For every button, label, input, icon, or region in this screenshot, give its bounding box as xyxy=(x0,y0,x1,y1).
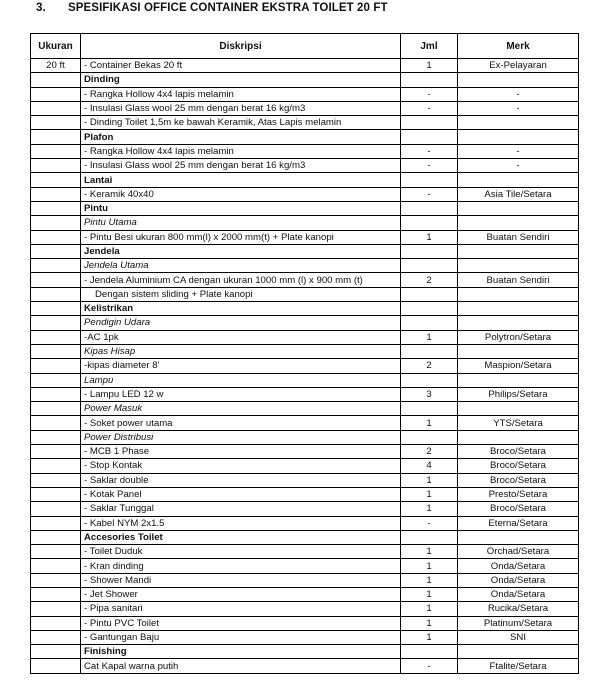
cell-brand xyxy=(458,430,579,444)
cell-size xyxy=(31,159,81,173)
table-row xyxy=(31,545,579,559)
cell-brand xyxy=(458,645,579,659)
cell-description: - Toilet Duduk xyxy=(81,545,401,559)
cell-brand: Broco/Setara xyxy=(458,445,579,459)
subsection-row xyxy=(31,373,579,387)
cell-description: - Pintu Besi ukuran 800 mm(l) x 2000 mm(t) + Plate kanopi xyxy=(81,230,401,244)
cell-quantity: - xyxy=(401,101,458,115)
cell-description: Lampu xyxy=(81,373,401,387)
cell-size xyxy=(31,602,81,616)
column-header-quantity: Jml xyxy=(401,34,458,59)
cell-brand xyxy=(458,173,579,187)
cell-quantity: 4 xyxy=(401,459,458,473)
cell-brand: Philips/Setara xyxy=(458,387,579,401)
cell-brand: Ftalite/Setara xyxy=(458,659,579,673)
cell-brand: Broco/Setara xyxy=(458,502,579,516)
cell-size xyxy=(31,659,81,673)
cell-quantity xyxy=(401,402,458,416)
subsection-row xyxy=(31,430,579,444)
cell-size xyxy=(31,187,81,201)
cell-brand xyxy=(458,73,579,87)
table-row xyxy=(31,459,579,473)
cell-brand: YTS/Setara xyxy=(458,416,579,430)
cell-quantity: 1 xyxy=(401,602,458,616)
cell-quantity: 2 xyxy=(401,445,458,459)
section-title: SPESIFIKASI OFFICE CONTAINER EKSTRA TOILET 20 FT xyxy=(68,2,388,14)
table-row xyxy=(31,287,579,301)
section-heading xyxy=(36,2,388,14)
table-body xyxy=(31,59,579,674)
table-row xyxy=(31,416,579,430)
cell-brand: Buatan Sendiri xyxy=(458,273,579,287)
cell-size xyxy=(31,230,81,244)
cell-brand xyxy=(458,116,579,130)
cell-size xyxy=(31,216,81,230)
cell-description: - MCB 1 Phase xyxy=(81,445,401,459)
cell-brand: - xyxy=(458,144,579,158)
cell-brand xyxy=(458,302,579,316)
cell-description: - Saklar Tunggal xyxy=(81,502,401,516)
cell-size xyxy=(31,616,81,630)
section-row xyxy=(31,73,579,87)
cell-size xyxy=(31,559,81,573)
cell-description: - Shower Mandi xyxy=(81,573,401,587)
cell-quantity xyxy=(401,530,458,544)
table-row xyxy=(31,59,579,73)
cell-description: Kelistrikan xyxy=(81,302,401,316)
cell-brand: - xyxy=(458,87,579,101)
table-row xyxy=(31,101,579,115)
cell-quantity xyxy=(401,645,458,659)
cell-description: - Kotak Panel xyxy=(81,487,401,501)
cell-description: Power Masuk xyxy=(81,402,401,416)
table-row xyxy=(31,387,579,401)
subsection-row xyxy=(31,344,579,358)
cell-description: - Container Bekas 20 ft xyxy=(81,59,401,73)
cell-size xyxy=(31,487,81,501)
table-row xyxy=(31,616,579,630)
cell-description: - Kran dinding xyxy=(81,559,401,573)
cell-brand: Rucika/Setara xyxy=(458,602,579,616)
cell-size xyxy=(31,302,81,316)
subsection-row xyxy=(31,216,579,230)
table-row xyxy=(31,659,579,673)
cell-quantity xyxy=(401,73,458,87)
cell-size xyxy=(31,587,81,601)
cell-quantity xyxy=(401,344,458,358)
cell-quantity: 1 xyxy=(401,545,458,559)
subsection-row xyxy=(31,402,579,416)
cell-quantity: - xyxy=(401,87,458,101)
table-row xyxy=(31,445,579,459)
cell-description: Pendigin Udara xyxy=(81,316,401,330)
cell-size xyxy=(31,359,81,373)
cell-size xyxy=(31,445,81,459)
cell-brand xyxy=(458,259,579,273)
cell-brand xyxy=(458,530,579,544)
cell-size xyxy=(31,173,81,187)
cell-brand: Polytron/Setara xyxy=(458,330,579,344)
cell-description: - Keramik 40x40 xyxy=(81,187,401,201)
cell-brand xyxy=(458,130,579,144)
cell-quantity xyxy=(401,130,458,144)
cell-description: - Soket power utama xyxy=(81,416,401,430)
cell-brand xyxy=(458,316,579,330)
cell-brand: Broco/Setara xyxy=(458,459,579,473)
table-row xyxy=(31,273,579,287)
cell-brand: - xyxy=(458,101,579,115)
cell-description: - Lampu LED 12 w xyxy=(81,387,401,401)
cell-quantity: 1 xyxy=(401,330,458,344)
section-row xyxy=(31,130,579,144)
cell-size xyxy=(31,130,81,144)
table-row xyxy=(31,487,579,501)
cell-brand: Onda/Setara xyxy=(458,587,579,601)
cell-description: Plafon xyxy=(81,130,401,144)
cell-size: 20 ft xyxy=(31,59,81,73)
cell-description: -kipas diameter 8' xyxy=(81,359,401,373)
cell-brand xyxy=(458,201,579,215)
cell-brand: Maspion/Setara xyxy=(458,359,579,373)
cell-quantity xyxy=(401,287,458,301)
cell-size xyxy=(31,473,81,487)
cell-description: Power Distribusi xyxy=(81,430,401,444)
cell-quantity: - xyxy=(401,516,458,530)
cell-brand: Onda/Setara xyxy=(458,573,579,587)
cell-description: - Dinding Toilet 1,5m ke bawah Keramik, Atas Lapis melamin xyxy=(81,116,401,130)
cell-description: - Jendela Aluminium CA dengan ukuran 1000 mm (l) x 900 mm (t) xyxy=(81,273,401,287)
table-row xyxy=(31,630,579,644)
cell-size xyxy=(31,101,81,115)
cell-quantity: 1 xyxy=(401,473,458,487)
section-row xyxy=(31,244,579,258)
cell-description: Cat Kapal warna putih xyxy=(81,659,401,673)
cell-size xyxy=(31,530,81,544)
cell-size xyxy=(31,502,81,516)
cell-size xyxy=(31,273,81,287)
cell-size xyxy=(31,259,81,273)
cell-brand: Onda/Setara xyxy=(458,559,579,573)
cell-size xyxy=(31,387,81,401)
table-row xyxy=(31,330,579,344)
cell-quantity: 1 xyxy=(401,573,458,587)
cell-brand: Broco/Setara xyxy=(458,473,579,487)
cell-brand xyxy=(458,402,579,416)
cell-quantity xyxy=(401,244,458,258)
cell-quantity: 1 xyxy=(401,230,458,244)
cell-quantity xyxy=(401,430,458,444)
specification-table xyxy=(30,33,579,674)
cell-quantity: - xyxy=(401,159,458,173)
cell-description: - Insulasi Glass wool 25 mm dengan berat 16 kg/m3 xyxy=(81,159,401,173)
section-row xyxy=(31,201,579,215)
cell-quantity: 1 xyxy=(401,587,458,601)
table-row xyxy=(31,516,579,530)
subsection-row xyxy=(31,316,579,330)
cell-quantity: 1 xyxy=(401,630,458,644)
section-row xyxy=(31,645,579,659)
cell-size xyxy=(31,373,81,387)
cell-description: - Insulasi Glass wool 25 mm dengan berat 16 kg/m3 xyxy=(81,101,401,115)
table-row xyxy=(31,87,579,101)
cell-size xyxy=(31,430,81,444)
cell-quantity: 1 xyxy=(401,59,458,73)
cell-description: Kipas Hisap xyxy=(81,344,401,358)
cell-quantity: - xyxy=(401,187,458,201)
cell-quantity: 2 xyxy=(401,273,458,287)
cell-size xyxy=(31,87,81,101)
cell-description: Dengan sistem sliding + Plate kanopi xyxy=(81,287,401,301)
cell-brand xyxy=(458,344,579,358)
cell-size xyxy=(31,144,81,158)
cell-brand: Presto/Setara xyxy=(458,487,579,501)
table-row xyxy=(31,230,579,244)
cell-quantity: 1 xyxy=(401,416,458,430)
cell-quantity xyxy=(401,302,458,316)
section-row xyxy=(31,302,579,316)
cell-description: - Rangka Hollow 4x4 lapis melamin xyxy=(81,144,401,158)
cell-description: - Gantungan Baju xyxy=(81,630,401,644)
cell-quantity: - xyxy=(401,659,458,673)
table-row xyxy=(31,116,579,130)
cell-brand: Buatan Sendiri xyxy=(458,230,579,244)
cell-description: -AC 1pk xyxy=(81,330,401,344)
table-row xyxy=(31,144,579,158)
cell-quantity xyxy=(401,259,458,273)
cell-brand: Eterna/Setara xyxy=(458,516,579,530)
cell-description: Jendela Utama xyxy=(81,259,401,273)
table-row xyxy=(31,187,579,201)
cell-quantity: 2 xyxy=(401,359,458,373)
table-row xyxy=(31,359,579,373)
cell-description: - Jet Shower xyxy=(81,587,401,601)
table-row xyxy=(31,473,579,487)
cell-description: Pintu Utama xyxy=(81,216,401,230)
cell-description: Jendela xyxy=(81,244,401,258)
cell-size xyxy=(31,630,81,644)
table-row xyxy=(31,559,579,573)
table-row xyxy=(31,159,579,173)
cell-size xyxy=(31,73,81,87)
cell-size xyxy=(31,330,81,344)
cell-brand xyxy=(458,287,579,301)
cell-size xyxy=(31,459,81,473)
cell-quantity xyxy=(401,316,458,330)
cell-quantity: 1 xyxy=(401,616,458,630)
cell-brand: - xyxy=(458,159,579,173)
cell-description: Finishing xyxy=(81,645,401,659)
cell-size xyxy=(31,416,81,430)
cell-brand: SNI xyxy=(458,630,579,644)
section-number: 3. xyxy=(36,2,46,14)
cell-brand xyxy=(458,216,579,230)
cell-quantity xyxy=(401,116,458,130)
column-header-description: Diskripsi xyxy=(81,34,401,59)
cell-quantity xyxy=(401,201,458,215)
table-row xyxy=(31,502,579,516)
table-header-row xyxy=(31,34,579,59)
cell-size xyxy=(31,116,81,130)
cell-description: - Kabel NYM 2x1.5 xyxy=(81,516,401,530)
section-row xyxy=(31,173,579,187)
cell-brand xyxy=(458,373,579,387)
cell-description: - Saklar double xyxy=(81,473,401,487)
table-row xyxy=(31,587,579,601)
cell-quantity xyxy=(401,216,458,230)
cell-description: Lantai xyxy=(81,173,401,187)
section-row xyxy=(31,530,579,544)
cell-brand xyxy=(458,244,579,258)
cell-description: - Pipa sanitari xyxy=(81,602,401,616)
cell-size xyxy=(31,244,81,258)
cell-size xyxy=(31,201,81,215)
table-row xyxy=(31,602,579,616)
subsection-row xyxy=(31,259,579,273)
column-header-size: Ukuran xyxy=(31,34,81,59)
cell-size xyxy=(31,516,81,530)
cell-size xyxy=(31,545,81,559)
cell-size xyxy=(31,316,81,330)
cell-description: - Pintu PVC Toilet xyxy=(81,616,401,630)
cell-size xyxy=(31,344,81,358)
cell-quantity: - xyxy=(401,144,458,158)
cell-size xyxy=(31,402,81,416)
table-row xyxy=(31,573,579,587)
cell-description: - Stop Kontak xyxy=(81,459,401,473)
cell-quantity: 1 xyxy=(401,559,458,573)
cell-quantity: 1 xyxy=(401,502,458,516)
cell-brand: Ex-Pelayaran xyxy=(458,59,579,73)
cell-quantity xyxy=(401,373,458,387)
cell-description: Accesories Toilet xyxy=(81,530,401,544)
column-header-brand: Merk xyxy=(458,34,579,59)
cell-quantity: 3 xyxy=(401,387,458,401)
cell-quantity: 1 xyxy=(401,487,458,501)
cell-quantity xyxy=(401,173,458,187)
cell-brand: Platinum/Setara xyxy=(458,616,579,630)
cell-description: Pintu xyxy=(81,201,401,215)
cell-brand: Asia Tile/Setara xyxy=(458,187,579,201)
cell-size xyxy=(31,573,81,587)
cell-size xyxy=(31,287,81,301)
cell-size xyxy=(31,645,81,659)
cell-brand: Orchad/Setara xyxy=(458,545,579,559)
cell-description: - Rangka Hollow 4x4 lapis melamin xyxy=(81,87,401,101)
cell-description: Dinding xyxy=(81,73,401,87)
